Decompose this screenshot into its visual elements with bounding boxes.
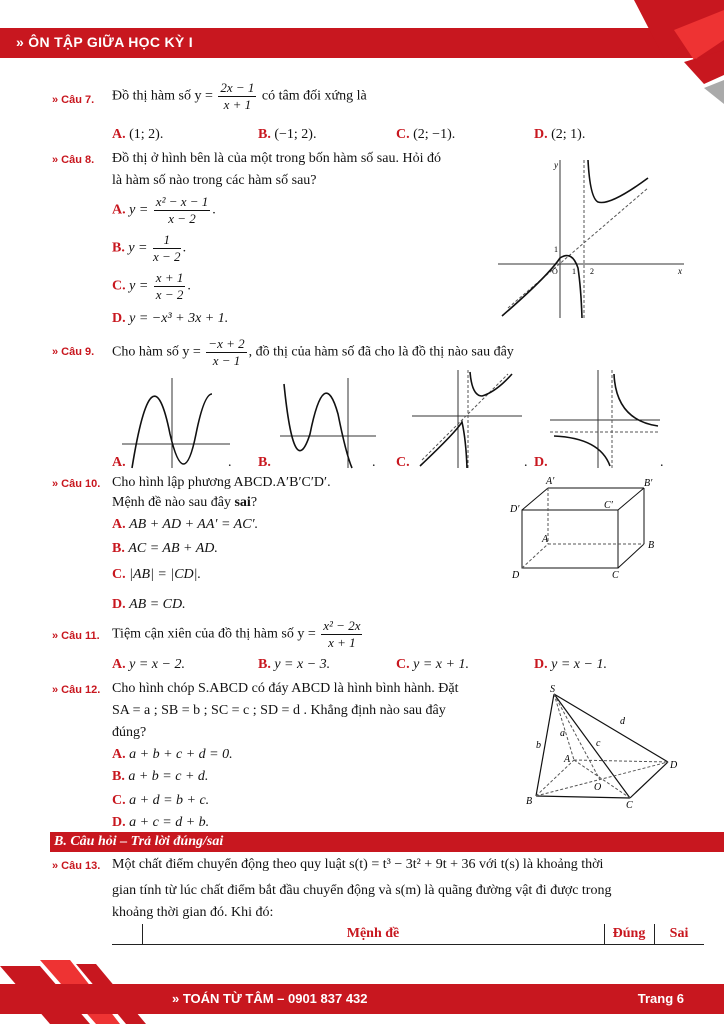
q11-option-c[interactable] [396,654,469,676]
frac-num: 1 [153,232,181,249]
footer-left-text: » TOÁN TỪ TÂM – 0901 837 432 [172,991,368,1006]
q9-graph-d [550,370,662,470]
q7-text-before: Đồ thị hàm số y = [112,88,213,104]
q10-label: » Câu 10. [52,478,101,490]
q12-label: » Câu 12. [52,684,101,696]
q7-text [112,80,367,113]
cube-label-c: C [612,570,619,581]
q11-option-b[interactable] [258,654,330,676]
option-post: . [187,278,191,294]
q11-label: » Câu 11. [52,630,100,642]
pyr-label-a-vec: a [560,728,565,739]
graph-label-x: x [678,266,682,276]
option-key: B. [258,455,271,470]
q7-fraction [218,80,256,113]
header-decoration [614,0,724,110]
q9-option-c[interactable] [396,452,410,474]
q10-line2-bold: sai [234,495,251,510]
option-value: AB + AD + AA′ = AC′. [129,517,259,532]
option-value: (2; −1). [413,127,456,142]
frac-den: x − 2 [153,249,181,264]
option-key: D. [534,127,548,142]
q10-line2 [112,492,257,514]
q12-pyramid [524,684,684,810]
table-col-true: Đúng [604,924,655,944]
q8-line1: Đồ thị ở hình bên là của một trong bốn hàm số sau. Hỏi đó [112,151,441,166]
option-key: A. [112,747,126,762]
q8-option-a[interactable] [112,194,216,227]
q9-text [112,336,514,369]
option-value: (1; 2). [129,127,164,142]
q13-line3: khoảng thời gian đó. Khi đó: [112,905,274,920]
option-key: C. [396,657,410,672]
q9-graph-b [280,374,380,470]
option-value: AB = CD. [129,597,186,612]
option-key: A. [112,517,126,532]
oblique-asymptote [508,188,648,308]
q9-option-a-dot: . [228,455,232,470]
option-key: B. [258,127,271,142]
pyr-label-a: A [564,754,571,765]
option-key: D. [112,311,126,326]
graph-label-one-x: 1 [572,267,576,276]
pyr-label-c-vec: c [596,738,601,749]
q11-fraction [321,618,362,651]
q9-graph-c [412,370,524,470]
q11-text [112,618,364,651]
table-col-statement: Mệnh đề [142,924,605,944]
q8-label: » Câu 8. [52,154,95,166]
q9-graph-a [112,374,232,470]
q8-b-fraction [153,232,181,265]
q12-line2: SA = a ; SB = b ; SC = c ; SD = d . Khẳng định nào sau đây [112,703,446,718]
q7-label: » Câu 7. [52,94,95,106]
graph-label-one-y: 1 [554,245,558,254]
option-value: (2; 1). [551,127,586,142]
option-key: A. [112,127,126,142]
cube-label-d1: D′ [510,504,520,515]
pyr-label-c: C [626,800,633,810]
option-pre: y = [129,202,149,218]
option-key: D. [534,657,548,672]
q8-a-fraction [154,194,210,227]
option-key: C. [396,455,410,470]
q9-frac-den: x − 1 [212,353,241,368]
q13-label: » Câu 13. [52,860,101,872]
table-col-index [112,924,143,944]
cube-label-a1: A′ [546,476,555,487]
q9-frac-num: −x + 2 [208,336,245,351]
pyr-label-b: B [526,796,533,807]
option-value: AC = AB + AD. [128,541,218,556]
pyr-label-o: O [594,782,602,793]
option-value: (−1; 2). [274,127,317,142]
q12-option-d[interactable] [112,812,209,834]
q7-option-b[interactable] [258,124,316,146]
cube-label-b: B [648,540,655,551]
graph-label-o: O [552,267,558,276]
q13-table-header [112,924,704,945]
q10-line2-after: ? [250,495,258,510]
pyr-label-s: S [550,684,555,695]
q8-graph [498,158,688,320]
q7-option-d[interactable] [534,124,585,146]
q8-c-fraction [154,270,186,303]
graph-label-y: y [554,160,558,170]
option-key: C. [396,127,410,142]
q10-line1: Cho hình lập phương ABCD.A′B′C′D′. [112,475,331,490]
option-key: C. [112,567,126,582]
page-number: Trang 6 [637,991,684,1006]
option-value: a + b + c + d = 0. [129,747,233,762]
q11-frac-den: x + 1 [328,635,356,650]
q9-option-a[interactable] [112,452,126,474]
q10-option-a[interactable] [112,514,258,536]
q9-option-d[interactable] [534,452,548,474]
option-pre: y = [128,240,148,256]
q7-option-c[interactable] [396,124,455,146]
pyr-label-b-vec: b [536,740,541,751]
option-value: y = x − 3. [274,657,331,672]
q9-option-b[interactable] [258,452,271,474]
q11-option-d[interactable] [534,654,607,676]
option-value: y = x − 1. [551,657,607,672]
option-key: B. [258,657,271,672]
option-value: a + b = c + d. [128,769,209,784]
q12-line1: Cho hình chóp S.ABCD có đáy ABCD là hình bình hành. Đặt [112,681,459,696]
q9-text-after: , đồ thị của hàm số đã cho là đồ thị nào sau đây [248,344,514,360]
cube-label-a: A [542,534,549,545]
q11-text-before: Tiệm cận xiên của đồ thị hàm số y = [112,626,316,642]
q7-option-a[interactable] [112,124,163,146]
option-key: B. [112,240,125,256]
q9-label: » Câu 9. [52,346,95,358]
option-key: B. [112,541,125,556]
option-key: D. [112,815,126,830]
cube-label-b1: B′ [644,478,653,489]
q11-option-a[interactable] [112,654,185,676]
graph-label-two: 2 [590,267,594,276]
option-value: y = x − 2. [129,657,185,672]
pyr-label-d-vec: d [620,716,625,727]
option-value: y = −x³ + 3x + 1. [129,311,229,326]
option-value: |AB| = |CD|. [129,567,202,582]
q13-line2: gian tính từ lúc chất điểm bắt đầu chuyển động và s(m) là quãng đường vật đi được trong [112,883,612,898]
option-key: D. [534,455,548,470]
q8-option-b[interactable] [112,232,186,265]
option-key: B. [112,769,125,784]
option-post: . [182,240,187,256]
q12-option-a[interactable] [112,744,233,766]
option-key: A. [112,202,126,218]
q9-option-b-dot: . [372,455,376,470]
q8-option-c[interactable] [112,270,191,303]
q12-option-b[interactable] [112,766,208,788]
option-key: C. [112,278,126,294]
section-b-title: B. Câu hỏi – Trả lời đúng/sai [50,832,724,852]
option-key: C. [112,793,126,808]
q10-option-b[interactable] [112,538,218,560]
option-post: . [212,202,216,218]
q7-frac-num: 2x − 1 [220,80,255,95]
q10-option-d[interactable] [112,594,186,616]
option-key: A. [112,455,126,470]
pyr-label-d: D [670,760,678,771]
q9-text-before: Cho hàm số y = [112,344,201,360]
q7-frac-den: x + 1 [223,97,252,112]
cube-label-d: D [512,570,520,581]
q11-frac-num: x² − 2x [323,618,361,633]
frac-num: x + 1 [155,270,184,285]
cube-label-c1: C′ [604,500,613,511]
q12-option-c[interactable] [112,790,209,812]
q10-cube [508,474,668,586]
frac-den: x − 2 [168,211,196,226]
q9-option-d-dot: . [660,455,664,470]
q8-option-d[interactable] [112,308,228,330]
curve-left [502,256,582,318]
footer-bar [0,984,724,1014]
option-value: a + c = d + b. [129,815,210,830]
q12-line3: đúng? [112,725,147,740]
q13-line1: Một chất điểm chuyển động theo quy luật s(t) = t³ − 3t² + 9t + 36 với t(s) là khoảng thời [112,857,604,872]
frac-den: x − 2 [155,287,184,302]
option-pre: y = [129,278,149,294]
frac-num: x² − x − 1 [155,194,209,209]
q9-option-c-dot: . [524,455,528,470]
q8-line2: là hàm số nào trong các hàm số sau? [112,173,317,188]
q10-line2-before: Mệnh đề nào sau đây [112,495,235,510]
option-value: y = x + 1. [413,657,469,672]
q9-fraction [206,336,246,369]
option-value: a + d = b + c. [129,793,210,808]
option-key: D. [112,597,126,612]
q7-text-after: có tâm đối xứng là [261,88,367,104]
table-col-false: Sai [669,926,689,941]
header-title: » ÔN TẬP GIỮA HỌC KỲ I [16,34,193,50]
q10-option-c[interactable] [112,564,201,586]
option-key: A. [112,657,126,672]
